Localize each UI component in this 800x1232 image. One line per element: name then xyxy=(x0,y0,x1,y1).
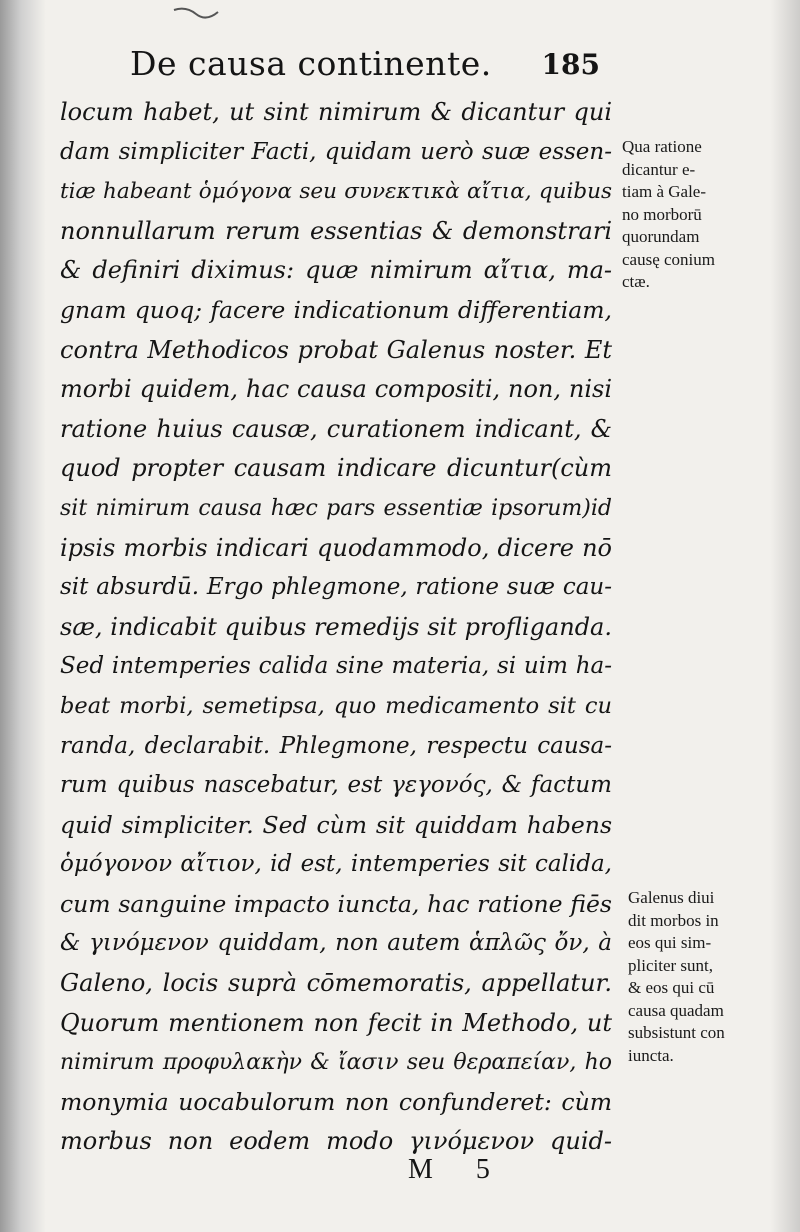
text-line: beat morbi, semetipsa, quo medicamento sit cu xyxy=(60,692,612,719)
margin-note-line: pliciter sunt, xyxy=(628,955,713,975)
text-line: morbus non eodem modo γινόμενον quid- xyxy=(60,1127,612,1156)
text-line: sit absurdū. Ergo phlegmone, ratione suæ cau- xyxy=(60,574,612,601)
margin-note-line: no morborū xyxy=(622,204,702,224)
text-line: nimirum προφυλακὴν & ἴασιν seu θεραπείαν, ho xyxy=(60,1050,612,1076)
page-title: De causa continente. xyxy=(130,44,492,83)
margin-note-line: causę conium xyxy=(622,249,715,269)
text-line: Quorum mentionem non fecit in Methodo, ut xyxy=(60,1008,612,1037)
margin-note-line: Qua ratione xyxy=(622,137,702,156)
text-line: cum sanguine impacto iuncta, hac ratione fiēs xyxy=(60,889,612,918)
text-line: & definiri diximus: quæ nimirum αἴτια, ma- xyxy=(60,256,612,285)
text-line: quid simpliciter. Sed cùm sit quiddam habens xyxy=(60,810,612,839)
text-line: dam simpliciter Facti, quidam uerò suæ essen- xyxy=(60,138,612,165)
margin-note xyxy=(622,136,715,294)
text-line: Sed intemperies calida sine materia, si uim ha- xyxy=(60,653,612,680)
margin-note-line: ctæ. xyxy=(622,272,650,291)
text-line: tiæ habeant ὁμόγονα seu συνεκτικὰ αἴτια, quibus xyxy=(60,179,612,205)
margin-note-line: quorundam xyxy=(622,227,700,246)
page-number: 185 xyxy=(541,48,600,81)
edge-shadow xyxy=(770,0,800,1232)
margin-note-line: dit morbos in xyxy=(628,910,719,930)
text-line: sit nimirum causa hæc pars essentiæ ipsorum)id xyxy=(60,495,612,521)
margin-note-line: iuncta. xyxy=(628,1045,674,1065)
text-line: ὁμόγονον αἴτιον, id est, intemperies sit calida, xyxy=(60,851,612,878)
margin-note-line: causa quadam xyxy=(628,1000,724,1020)
text-line: rum quibus nascebatur, est γεγονός, & factum xyxy=(60,772,612,799)
text-line: nonnullarum rerum essentias & demonstrari xyxy=(60,216,612,245)
text-line: locum habet, ut sint nimirum & dicantur qui xyxy=(60,98,612,126)
margin-note xyxy=(628,887,725,1067)
margin-note-line: Galenus diui xyxy=(628,888,715,907)
text-line: Galeno, locis suprà cōmemoratis, appellatur. xyxy=(60,969,612,998)
body-text xyxy=(60,93,612,1162)
text-line: gnam quoq; facere indicationum differentiam, xyxy=(60,295,612,324)
text-line: contra Methodicos probat Galenus noster. Et xyxy=(60,335,612,364)
signature-mark: M 5 xyxy=(408,1154,508,1185)
text-line: & γινόμενον quiddam, non autem ἁπλῶς ὄν, à xyxy=(60,930,612,957)
margin-note-line: tiam à Gale- xyxy=(622,182,707,201)
text-line: ratione huius causæ, curationem indicant, & xyxy=(60,414,612,443)
text-line: morbi quidem, hac causa compositi, non, nisi xyxy=(60,375,612,404)
margin-note-line: dicantur e- xyxy=(622,159,696,179)
text-line: sæ, indicabit quibus remedijs sit profliganda. xyxy=(60,612,612,641)
margin-note-line: subsistunt con xyxy=(628,1023,725,1042)
text-line: randa, declarabit. Phlegmone, respectu causa- xyxy=(60,732,612,759)
text-line: ipsis morbis indicari quodammodo, dicere nō xyxy=(60,533,612,562)
text-line: quod propter causam indicare dicuntur(cùm xyxy=(60,454,612,483)
margin-note-line: & eos qui cū xyxy=(628,978,715,997)
margin-note-line: eos qui sim- xyxy=(628,933,712,952)
ink-mark-icon xyxy=(172,4,220,22)
gutter-shadow xyxy=(0,0,46,1232)
text-line: monymia uocabulorum non confunderet: cùm xyxy=(60,1087,612,1116)
running-head xyxy=(130,44,600,92)
